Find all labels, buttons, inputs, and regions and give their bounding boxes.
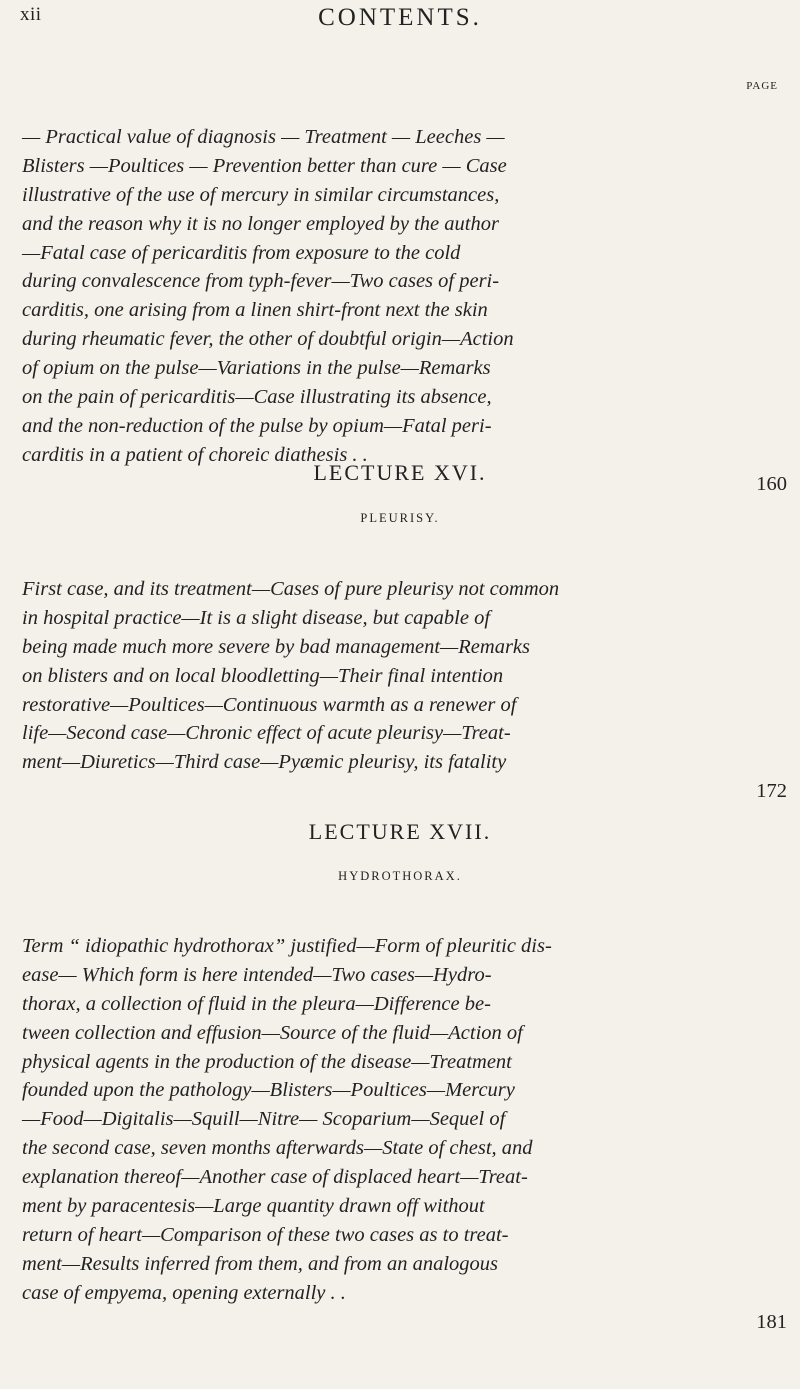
running-title: CONTENTS. bbox=[318, 4, 482, 31]
entry-text: — Practical value of diagnosis — Treatment — Leeches — Blisters —Poultices — Prevention better than cure — Case illustrative of the use of mercury in similar circumstances, and the reason why it is no longer employed by the author —Fatal case of pericarditis from exposure to the cold during convalescence from typh-fever—Two cases of peri- carditis, one arising from a linen shirt-front next the skin during rheumatic fever, the other of doubtful origin—Action of opium on the pulse—Variations in the pulse—Remarks on the pain of pericarditis—Case illustrating its absence, and the non-reduction of the pulse by opium—Fatal peri- carditis in a patient of choreic diathesis . . bbox=[22, 125, 514, 466]
lecture-synopsis bbox=[22, 903, 787, 1337]
lecture-subject: PLEURISY. bbox=[360, 511, 440, 525]
entry-text: Term “ idiopathic hydrothorax” justified—Form of pleuritic dis- ease— Which form is here intended—Two cases—Hydro- thorax, a collection of fluid in the pleura—Difference be- tween collection and effusion—Source of the fluid—Action of physical agents in the production of the disease—Treatment founded upon the pathology—Blisters—Poultices—Mercury —Food—Digitalis—Squill—Nitre— Scoparium—Sequel of the second case, seven months afterwards—State of chest, and explanation thereof—Another case of displaced heart—Treat- ment by paracentesis—Large quantity drawn off without return of heart—Comparison of these two cases as to treat- ment—Results inferred from them, and from an analogous case of empyema, opening externally . . bbox=[22, 934, 552, 1304]
lecture-subject: HYDROTHORAX. bbox=[338, 869, 462, 883]
lecture-title: LECTURE XVI. bbox=[313, 460, 487, 485]
page-number: xii bbox=[20, 4, 42, 25]
entry-page-number: 172 bbox=[756, 780, 787, 803]
entry-page-number: 181 bbox=[756, 1310, 787, 1333]
lecture-synopsis bbox=[22, 546, 787, 806]
lecture-title: LECTURE XVII. bbox=[308, 819, 492, 844]
page-column-label: PAGE bbox=[746, 80, 778, 92]
entry-page-number: 160 bbox=[756, 472, 787, 495]
entry-text: First case, and its treatment—Cases of pure pleurisy not common in hospital practice—It is a slight disease, but capable of being made much more severe by bad management—Remarks on blisters and on local bloodletting—Their final intention restorative—Poultices—Continuous warmth as a renewer of life—Second case—Chronic effect of acute pleurisy—Treat- ment—Diuretics—Third case—Pyæmic pleurisy, its fatality bbox=[22, 577, 560, 774]
contents-entry bbox=[22, 94, 787, 499]
